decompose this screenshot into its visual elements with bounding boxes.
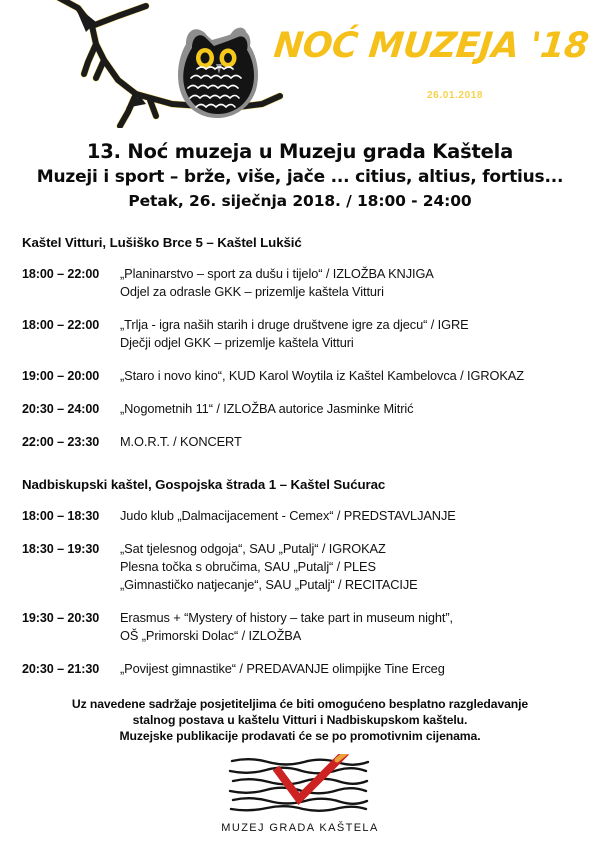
event-time: 20:30 – 24:00 xyxy=(22,402,100,416)
event-line: Judo klub „Dalmacijacement - Cemex“ / PREDSTAVLJANJE xyxy=(120,508,456,523)
schedule-event xyxy=(22,433,582,451)
museum-logo xyxy=(0,754,600,834)
page-title: 13. Noć muzeja u Muzeju grada Kaštela xyxy=(86,140,514,163)
note-line: Uz navedene sadržaje posjetiteljima će biti omogućeno besplatno razgledavanje xyxy=(71,697,529,711)
event-description xyxy=(120,316,582,352)
footer-note xyxy=(0,696,600,744)
schedule-event xyxy=(22,316,582,352)
title-block xyxy=(0,140,600,211)
venue-section xyxy=(22,235,582,451)
event-description xyxy=(120,507,582,525)
event-description xyxy=(120,400,582,418)
venue-title: Kaštel Vitturi, Lušiško Brce 5 – Kaštel Lukšić xyxy=(22,235,302,250)
event-time: 18:30 – 19:30 xyxy=(22,542,100,556)
event-date-badge: 26.01.2018 xyxy=(427,90,484,101)
event-line: „Nogometnih 11“ / IZLOŽBA autorice Jasminke Mitrić xyxy=(120,401,414,416)
event-line: „Sat tjelesnog odgoja“, SAU „Putalj“ / IGROKAZ xyxy=(120,541,386,556)
note-line: Muzejske publikacije prodavati će se po promotivnim cijenama. xyxy=(119,729,481,743)
owl-icon xyxy=(178,28,258,118)
page-datetime: Petak, 26. siječnja 2018. / 18:00 - 24:00 xyxy=(128,192,472,210)
header-banner xyxy=(0,0,600,128)
schedule-event xyxy=(22,265,582,301)
venue-title: Nadbiskupski kaštel, Gospojska štrada 1 – Kaštel Sućurac xyxy=(22,477,386,492)
event-line: Dječji odjel GKK – prizemlje kaštela Vitturi xyxy=(120,335,354,350)
event-line: Odjel za odrasle GKK – prizemlje kaštela Vitturi xyxy=(120,284,384,299)
event-time: 19:30 – 20:30 xyxy=(22,611,100,625)
event-description xyxy=(120,367,582,385)
event-line: „Staro i novo kino“, KUD Karol Woytila iz Kaštel Kambelovca / IGROKAZ xyxy=(120,368,524,383)
event-description xyxy=(120,265,582,301)
event-time: 18:00 – 22:00 xyxy=(22,318,100,332)
event-description xyxy=(120,433,582,451)
event-description xyxy=(120,660,582,678)
page-subtitle: Muzeji i sport – brže, više, jače ... citius, altius, fortius... xyxy=(36,167,564,187)
event-line: „Trlja - igra naših starih i druge društvene igre za djecu“ / IGRE xyxy=(120,317,469,332)
event-line: Plesna točka s obručima, SAU „Putalj“ / PLES xyxy=(120,559,376,574)
event-line: Erasmus + “Mystery of history – take part in museum night”, xyxy=(120,610,453,625)
event-time: 18:00 – 22:00 xyxy=(22,267,100,281)
schedule-event xyxy=(22,609,582,645)
schedule-event xyxy=(22,367,582,385)
event-wordmark: NOĆ MUZEJA '18 xyxy=(271,26,591,66)
event-time: 22:00 – 23:30 xyxy=(22,435,100,449)
venue-section xyxy=(22,477,582,678)
schedule-event xyxy=(22,507,582,525)
note-line: stalnog postava u kaštelu Vitturi i Nadbiskupskom kaštelu. xyxy=(132,713,468,727)
museum-caption: MUZEJ GRADA KAŠTELA xyxy=(221,822,379,834)
event-description xyxy=(120,609,582,645)
event-line: M.O.R.T. / KONCERT xyxy=(120,434,242,449)
event-line: „Planinarstvo – sport za dušu i tijelo“ / IZLOŽBA KNJIGA xyxy=(120,266,434,281)
schedule-event xyxy=(22,660,582,678)
schedule-event xyxy=(22,400,582,418)
event-time: 19:00 – 20:00 xyxy=(22,369,100,383)
schedule-event xyxy=(22,540,582,594)
event-line: „Povijest gimnastike“ / PREDAVANJE olimpijke Tine Erceg xyxy=(120,661,445,676)
event-time: 18:00 – 18:30 xyxy=(22,509,100,523)
event-line: OŠ „Primorski Dolac“ / IZLOŽBA xyxy=(120,628,302,643)
schedule-content xyxy=(0,235,600,678)
event-time: 20:30 – 21:30 xyxy=(22,662,100,676)
event-description xyxy=(120,540,582,594)
wavy-lines-with-red-check-icon xyxy=(224,754,376,816)
event-line: „Gimnastičko natjecanje“, SAU „Putalj“ / RECITACIJE xyxy=(120,577,418,592)
